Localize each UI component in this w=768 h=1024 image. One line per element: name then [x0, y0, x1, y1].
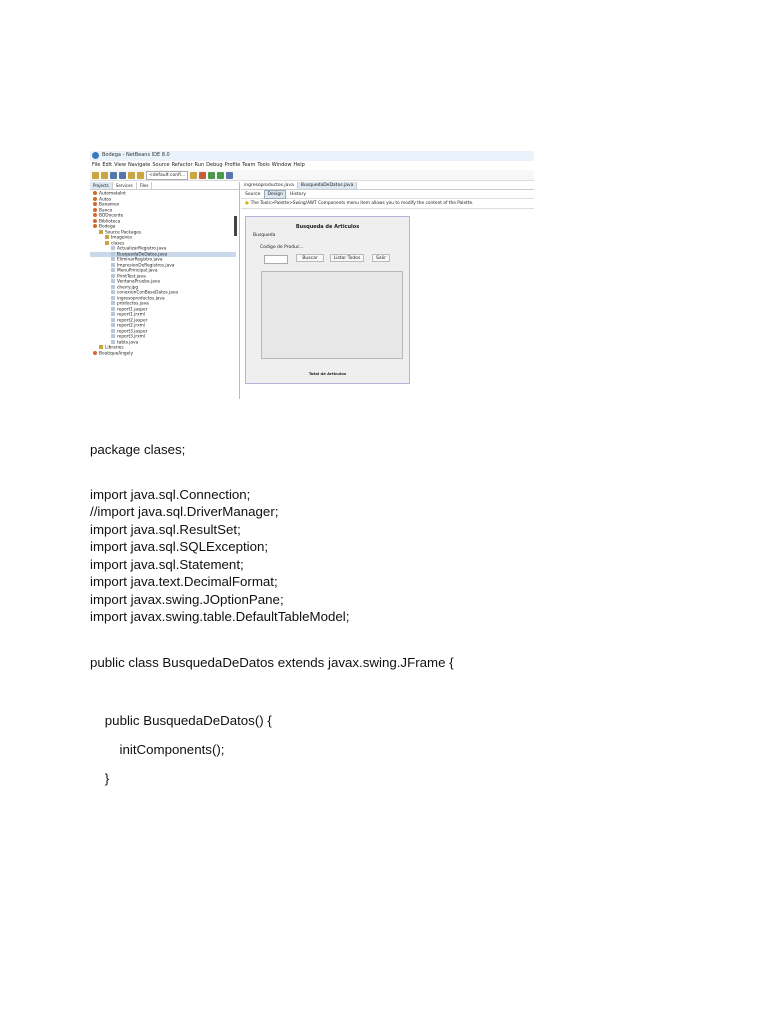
tree-node-label: report2.jasper — [117, 318, 148, 323]
tree-node-label: tabla.java — [117, 340, 139, 345]
tree-node-label: AutomataInt — [99, 191, 126, 197]
new-file-icon — [92, 172, 99, 179]
project-icon — [93, 197, 97, 201]
code-line: import javax.swing.JOptionPane; — [90, 592, 284, 607]
code-line: initComponents(); — [90, 742, 225, 757]
palette-hint — [241, 199, 534, 209]
tree-node-label: report2.jrxml — [117, 323, 145, 329]
tree-node-label: productos.java — [117, 301, 149, 307]
tree-node-label: report3.jasper — [117, 329, 148, 334]
salir-button: Salir — [372, 254, 390, 262]
netbeans-app-icon — [92, 152, 99, 159]
results-table — [261, 271, 403, 359]
file-icon — [111, 268, 115, 272]
file-icon — [111, 301, 115, 305]
menu-item-navigate: Navigate — [127, 162, 151, 168]
tree-node-label: report1.jrxml — [117, 312, 145, 318]
tree-node-label: BDDocente — [99, 213, 124, 219]
tree-node-label: BusquedaDeDatos.java — [117, 252, 168, 257]
code-line: import java.sql.Connection; — [90, 487, 251, 502]
form-label: Busqueda — [253, 233, 276, 238]
listar-todos-button: Listar Todos — [330, 254, 364, 262]
redo-icon — [137, 172, 144, 179]
project-icon — [93, 202, 97, 206]
mode-history: History — [290, 191, 307, 197]
tab-files: Files — [137, 182, 153, 189]
project-icon — [93, 213, 97, 217]
netbeans-screenshot — [90, 151, 534, 399]
menu-item-window: Window — [271, 162, 292, 168]
toolbar — [90, 170, 534, 181]
file-icon — [111, 340, 115, 344]
code-line: import javax.swing.table.DefaultTableModel; — [90, 609, 350, 624]
tree-node — [90, 351, 236, 357]
debug-icon — [217, 172, 224, 179]
code-input — [264, 255, 288, 264]
project-icon — [93, 224, 97, 228]
menu-item-file: File — [92, 162, 101, 168]
tree-node-label: cherry.jpg — [117, 285, 139, 290]
clean-build-icon — [199, 172, 206, 179]
window-title: Bodega - NetBeans IDE 8.0 — [102, 152, 170, 158]
menu-item-refactor: Refactor — [171, 162, 193, 168]
buscar-button: Buscar — [296, 254, 324, 262]
package-icon — [99, 345, 103, 349]
undo-icon — [128, 172, 135, 179]
lightbulb-icon: ● — [245, 201, 249, 206]
file-icon — [111, 263, 115, 267]
file-icon — [111, 257, 115, 261]
file-icon — [111, 296, 115, 300]
file-icon — [111, 318, 115, 322]
code-line: } — [90, 771, 110, 786]
tree-node-label: ActualizarRegistro.java — [117, 246, 167, 252]
project-icon — [93, 191, 97, 195]
open-project-icon — [110, 172, 117, 179]
tree-node-label: Autos — [99, 197, 112, 202]
tree-node-label: EliminarRegistro.java — [117, 257, 163, 263]
tree-node-label: VentanaPrueba.java — [117, 279, 161, 285]
package-icon — [99, 230, 103, 234]
new-project-icon — [101, 172, 108, 179]
editor-tab: ingresoproductos.java — [241, 182, 298, 189]
file-icon — [111, 307, 115, 311]
form-sublabel: Codigo de Produc... — [260, 245, 304, 250]
tree-node-label: conexionConBaseDatos.java — [117, 290, 179, 296]
file-icon — [111, 290, 115, 294]
tab-services: Services — [113, 182, 137, 189]
tree-node-label: Libraries — [105, 345, 124, 351]
menu-item-source: Source — [152, 162, 170, 168]
hint-text: The Tools>Palette>Swing/AWT Components menu item allows you to modify the content of the Palette. — [250, 201, 474, 206]
projects-tabs — [90, 182, 239, 190]
mode-source: Source — [245, 191, 261, 197]
tree-node-label: ingresoproductos.java — [117, 296, 165, 301]
menu-item-help: Help — [293, 162, 305, 168]
menu-item-debug: Debug — [206, 162, 223, 168]
menu-item-team: Team — [242, 162, 256, 168]
file-icon — [111, 329, 115, 333]
code-line: package clases; — [90, 442, 186, 457]
tree-node-label: clases — [111, 241, 125, 246]
tree-node-label: Biblioteca — [99, 219, 121, 224]
menu-item-view: View — [114, 162, 126, 168]
profile-icon — [226, 172, 233, 179]
tree-node-label: ImpresionDeRegistros.java — [117, 263, 175, 268]
tab-projects: Projects — [90, 182, 113, 189]
code-line: import java.sql.SQLException; — [90, 539, 269, 554]
mode-design: Design — [264, 190, 286, 199]
project-tree — [90, 191, 236, 356]
code-line: public BusquedaDeDatos() { — [90, 713, 272, 728]
menu-item-edit: Edit — [102, 162, 113, 168]
window-titlebar — [90, 151, 534, 161]
package-icon — [105, 235, 109, 239]
project-icon — [93, 208, 97, 212]
tree-node-label: report3.jrxml — [117, 334, 145, 340]
code-line: import java.sql.Statement; — [90, 557, 244, 572]
save-all-icon — [119, 172, 126, 179]
project-icon — [93, 351, 97, 355]
form-title: Busqueda de Articulos — [295, 224, 360, 230]
package-icon — [105, 241, 109, 245]
run-icon — [208, 172, 215, 179]
code-line: public class BusquedaDeDatos extends javax.swing.JFrame { — [90, 655, 454, 670]
file-icon — [111, 252, 115, 256]
file-icon — [111, 334, 115, 338]
menu-item-run: Run — [194, 162, 205, 168]
design-form — [245, 216, 410, 384]
tree-node-label: report1.jasper — [117, 307, 148, 312]
tree-node-label: BoutiqueAngely — [99, 351, 134, 356]
project-icon — [93, 219, 97, 223]
file-icon — [111, 312, 115, 316]
editor-pane — [241, 182, 534, 399]
file-icon — [111, 279, 115, 283]
editor-tab: BusquedaDeDatos.java — [298, 182, 358, 189]
tree-node-label: MenuPrincipal.java — [117, 268, 158, 274]
build-icon — [190, 172, 197, 179]
code-line: //import java.sql.DriverManager; — [90, 504, 279, 519]
tree-node-label: Banamex — [99, 202, 120, 208]
file-icon — [111, 285, 115, 289]
file-icon — [111, 323, 115, 327]
form-total-label: Total de Articulos — [308, 371, 347, 376]
file-icon — [111, 274, 115, 278]
code-line: import java.sql.ResultSet; — [90, 522, 241, 537]
file-icon — [111, 246, 115, 250]
editor-mode-bar — [241, 190, 534, 199]
menu-item-tools: Tools — [257, 162, 270, 168]
projects-pane — [90, 182, 240, 399]
tree-node-label: Banco — [99, 208, 113, 213]
tree-scrollbar — [234, 216, 237, 236]
menu-item-profile: Profile — [224, 162, 241, 168]
tree-node-label: Imagenes — [111, 235, 133, 241]
tree-node-label: Source Packages — [105, 230, 142, 235]
menu-bar — [90, 161, 534, 170]
config-combo: <default confi... — [146, 171, 188, 180]
code-line: import java.text.DecimalFormat; — [90, 574, 278, 589]
tree-node-label: Bodega — [99, 224, 116, 230]
tree-node-label: PrintTest.java — [117, 274, 146, 279]
